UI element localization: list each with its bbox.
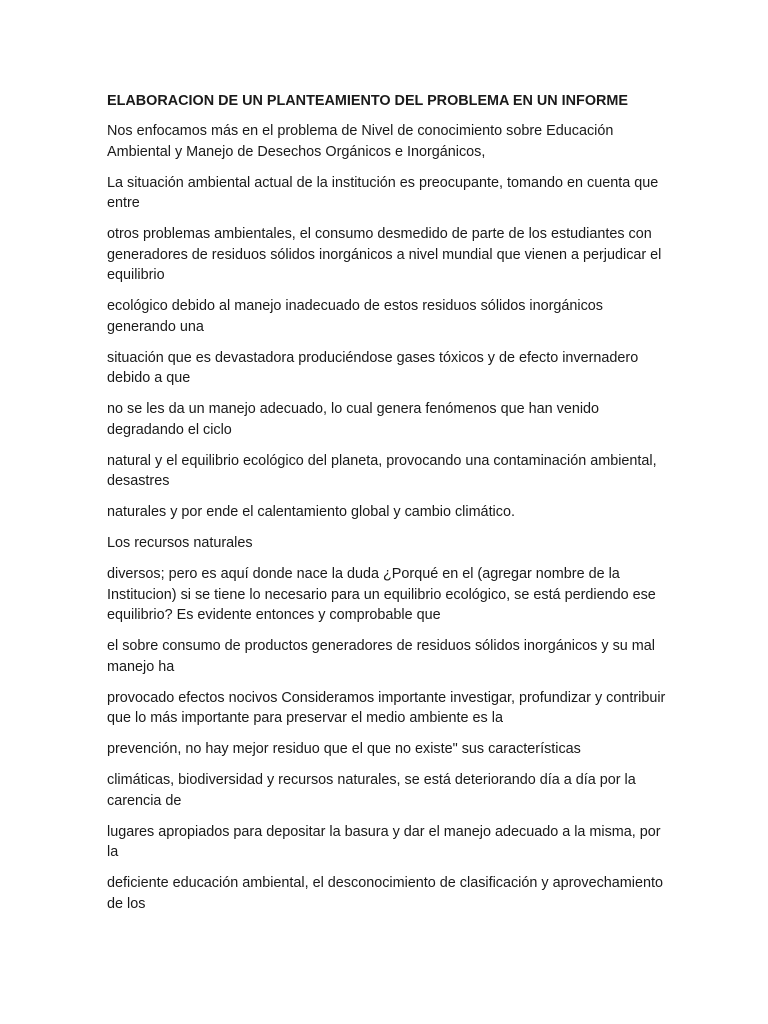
document-page: [107, 91, 667, 925]
paragraph: natural y el equilibrio ecológico del planeta, provocando una contaminación ambiental, desastres: [107, 452, 657, 489]
paragraph: diversos; pero es aquí donde nace la duda ¿Porqué en el (agregar nombre de la Institucion) si se tiene lo necesario para un equilibrio ecológico, se está perdiendo ese equilibrio? Es evidente entonces y comprobable que: [107, 566, 656, 623]
paragraph: el sobre consumo de productos generadores de residuos sólidos inorgánicos y su mal manejo ha: [107, 638, 655, 675]
paragraph: otros problemas ambientales, el consumo desmedido de parte de los estudiantes con generadores de residuos sólidos inorgánicos a nivel mundial que vienen a perjudicar el equilibrio: [107, 226, 662, 283]
paragraph: situación que es devastadora produciéndose gases tóxicos y de efecto invernadero debido a que: [107, 349, 639, 386]
paragraph: ecológico debido al manejo inadecuado de estos residuos sólidos inorgánicos generando una: [107, 298, 604, 335]
paragraph: Nos enfocamos más en el problema de Nivel de conocimiento sobre Educación Ambiental y Manejo de Desechos Orgánicos e Inorgánicos,: [107, 123, 614, 160]
paragraph: prevención, no hay mejor residuo que el que no existe" sus características: [107, 741, 581, 757]
paragraph: naturales y por ende el calentamiento global y cambio climático.: [107, 504, 515, 520]
paragraph: provocado efectos nocivos Consideramos importante investigar, profundizar y contribuir que lo más importante para preservar el medio ambiente es la: [107, 689, 666, 726]
paragraph: no se les da un manejo adecuado, lo cual genera fenómenos que han venido degradando el ciclo: [107, 401, 600, 438]
paragraph: Los recursos naturales: [107, 535, 253, 551]
document-title: ELABORACION DE UN PLANTEAMIENTO DEL PROBLEMA EN UN INFORME: [107, 93, 629, 109]
paragraph: deficiente educación ambiental, el desconocimiento de clasificación y aprovechamiento de los: [107, 875, 663, 912]
paragraph: La situación ambiental actual de la institución es preocupante, tomando en cuenta que entre: [107, 174, 659, 211]
paragraph: climáticas, biodiversidad y recursos naturales, se está deteriorando día a día por la carencia de: [107, 772, 636, 809]
paragraph: lugares apropiados para depositar la basura y dar el manejo adecuado a la misma, por la: [107, 823, 661, 860]
